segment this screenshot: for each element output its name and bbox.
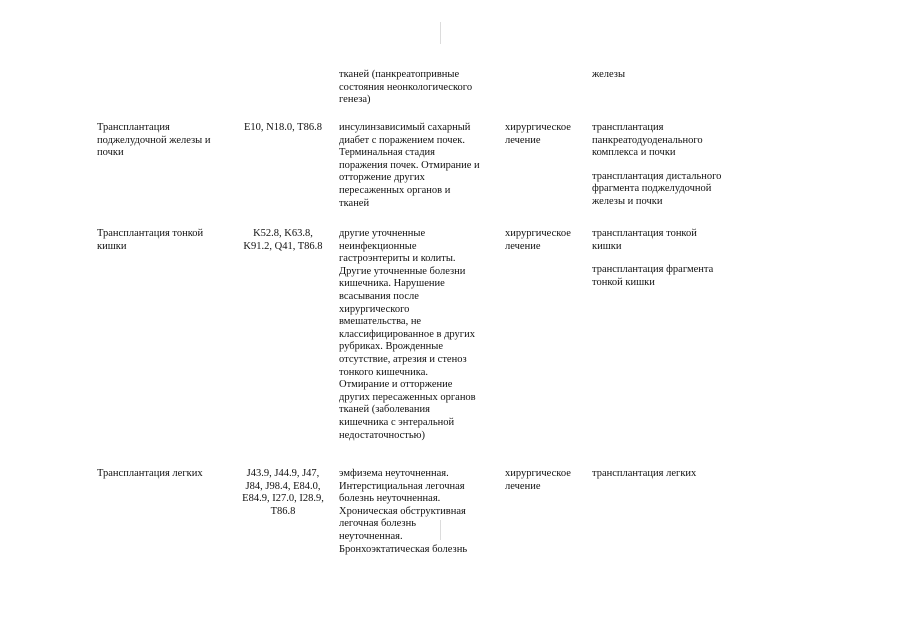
text-line: хирургическое: [505, 468, 571, 479]
text-line: J43.9, J44.9, J47,: [246, 468, 320, 479]
text-line: кишки: [592, 240, 622, 252]
text-line: лечение: [505, 240, 541, 252]
text-line: Трансплантация тонкой: [97, 228, 204, 239]
treatment-small-intestine: [505, 228, 587, 253]
text-line: легочная болезнь: [339, 518, 416, 530]
text-line: хирургическое: [505, 228, 571, 239]
text-line: комплекса и почки: [592, 147, 676, 159]
text-line: тканей (заболевания: [339, 404, 430, 416]
icd-codes-pancreas-kidney: [235, 122, 331, 135]
text-line: фрагмента поджелудочной: [592, 183, 712, 195]
treatment-pancreas-kidney: [505, 122, 587, 147]
text-line: отторжение других: [339, 172, 425, 184]
text-line: K91.2, Q41, T86.8: [243, 240, 323, 252]
treatment-lungs: [505, 468, 587, 493]
icd-codes-lungs: [235, 468, 331, 518]
methods-lungs: [592, 468, 742, 481]
text-line: T86.8: [270, 505, 296, 517]
methods-small-intestine: [592, 228, 742, 289]
text-line: эмфизема неуточненная.: [339, 468, 449, 479]
conditions-pancreas-kidney: [339, 122, 499, 210]
text-line: Терминальная стадия: [339, 147, 435, 159]
text-line: трансплантация легких: [592, 468, 697, 479]
text-line: всасывания после: [339, 290, 419, 302]
icd-codes-small-intestine: [235, 228, 331, 253]
text-line: пересаженных органов и: [339, 184, 451, 196]
text-line: лечение: [505, 480, 541, 492]
text-line: панкреатодуоденального: [592, 134, 703, 146]
text-line: трансплантация фрагмента: [592, 264, 714, 276]
text-line: Трансплантация: [97, 122, 170, 133]
text-line: E84.9, I27.0, I28.9,: [242, 493, 324, 505]
text-line: хирургического: [339, 303, 410, 315]
text-line: K52.8, K63.8,: [253, 228, 313, 239]
text-line: E10, N18.0, T86.8: [244, 122, 322, 133]
text-line: кишечника с энтеральной: [339, 416, 455, 428]
text-line: инсулинзависимый сахарный: [339, 122, 471, 133]
text-line: неинфекционные: [339, 240, 417, 252]
text-line: состояния неонкологического: [339, 81, 473, 93]
text-line: железы и почки: [592, 195, 663, 207]
method-item: [592, 122, 742, 160]
text-line: неуточненная.: [339, 530, 403, 542]
page-fold-mark-top: [440, 22, 441, 44]
text-line: классифицированное в других: [339, 328, 475, 340]
text-line: недостаточностью): [339, 429, 425, 441]
text-line: кишечника. Нарушение: [339, 278, 445, 290]
text-line: хирургическое: [505, 122, 571, 133]
conditions-lungs: [339, 468, 499, 556]
method-item: [592, 171, 742, 209]
text-line: Интерстициальная легочная: [339, 480, 465, 492]
text-line: трансплантация дистального: [592, 170, 722, 182]
text-line: трансплантация тонкой: [592, 228, 697, 239]
text-line: Другие уточненные болезни: [339, 265, 466, 277]
methods-pancreas-kidney: [592, 122, 742, 209]
method-item: [592, 264, 742, 289]
text-line: болезнь неуточненная.: [339, 493, 441, 505]
text-line: лечение: [505, 134, 541, 146]
text-line: J84, J98.4, E84.0,: [245, 480, 321, 492]
text-line: тонкой кишки: [592, 276, 655, 288]
text-line: поражения почек. Отмирание и: [339, 159, 480, 171]
text-line: диабет с поражением почек.: [339, 134, 465, 146]
text-line: отсутствие, атрезия и стеноз: [339, 353, 467, 365]
text-line: поджелудочной железы и: [97, 134, 211, 146]
text-line: Хроническая обструктивная: [339, 505, 466, 517]
conditions-small-intestine: [339, 228, 499, 442]
text-line: кишки: [97, 240, 127, 252]
text-line: Отмирание и отторжение: [339, 379, 453, 391]
text-line: тканей (панкреатопривные: [339, 69, 460, 80]
text-line: рубриках. Врожденные: [339, 341, 443, 353]
method-item: [592, 228, 742, 253]
conditions-cell-continuation: [339, 69, 499, 107]
text-line: тонкого кишечника.: [339, 366, 429, 378]
text-line: Бронхоэктатическая болезнь: [339, 543, 468, 555]
profile-name-small-intestine: [97, 228, 232, 253]
text-line: Трансплантация легких: [97, 468, 203, 479]
profile-name-lungs: [97, 468, 232, 481]
method-cell-continuation: [592, 69, 742, 82]
profile-name-pancreas-kidney: [97, 122, 232, 160]
text-line: трансплантация: [592, 122, 664, 133]
text-line: почки: [97, 147, 124, 159]
text-line: других пересаженных органов: [339, 391, 476, 403]
text-line: гастроэнтериты и колиты.: [339, 253, 456, 265]
text-line: другие уточненные: [339, 228, 426, 239]
text-line: железы: [592, 69, 626, 80]
text-line: тканей: [339, 197, 370, 209]
text-line: генеза): [339, 94, 371, 106]
text-line: вмешательства, не: [339, 316, 422, 328]
